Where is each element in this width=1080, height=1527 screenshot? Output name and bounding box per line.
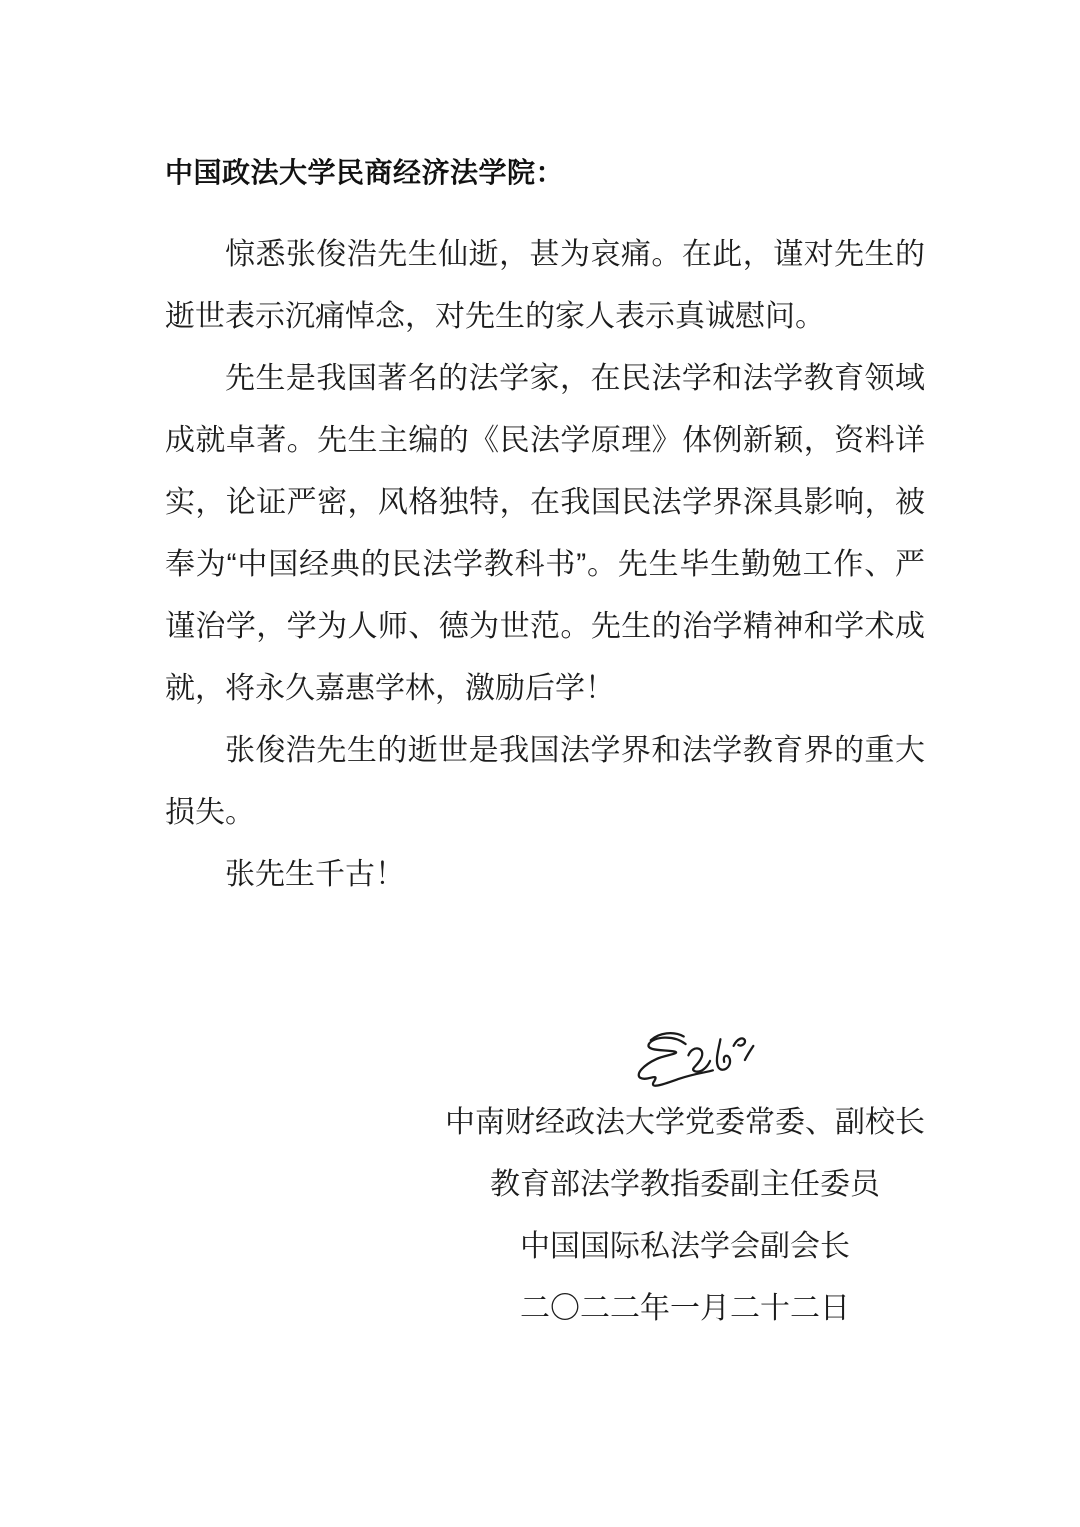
signer-title-ministry: 教育部法学教指委副主任委员 [490, 1168, 880, 1201]
handwritten-signature-icon [615, 1028, 775, 1092]
signature-block [425, 1028, 945, 1340]
signer-title-society: 中国国际私法学会副会长 [520, 1230, 850, 1263]
paragraph-loss: 张俊浩先生的逝世是我国法学界和法学教育界的重大损失。 [165, 734, 925, 829]
signature-date: 二〇二二年一月二十二日 [520, 1292, 850, 1325]
signer-title-university: 中南财经政法大学党委常委、副校长 [445, 1106, 925, 1139]
paragraph-farewell: 张先生千古！ [225, 858, 405, 891]
paragraph-achievements: 先生是我国著名的法学家，在民法学和法学教育领域成就卓著。先生主编的《民法学原理》体例新颖，资料详实，论证严密，风格独特，在我国民法学界深具影响，被奉为“中国经典的民法学教科书”。先生毕生勤勉工作、严谨治学，学为人师、德为世范。先生的治学精神和学术成就，将永久嘉惠学林，激励后学！ [165, 362, 925, 705]
salutation-heading: 中国政法大学民商经济法学院： [165, 157, 565, 188]
paragraph-condolence: 惊悉张俊浩先生仙逝，甚为哀痛。在此，谨对先生的逝世表示沉痛悼念，对先生的家人表示真诚慰问。 [165, 238, 925, 333]
